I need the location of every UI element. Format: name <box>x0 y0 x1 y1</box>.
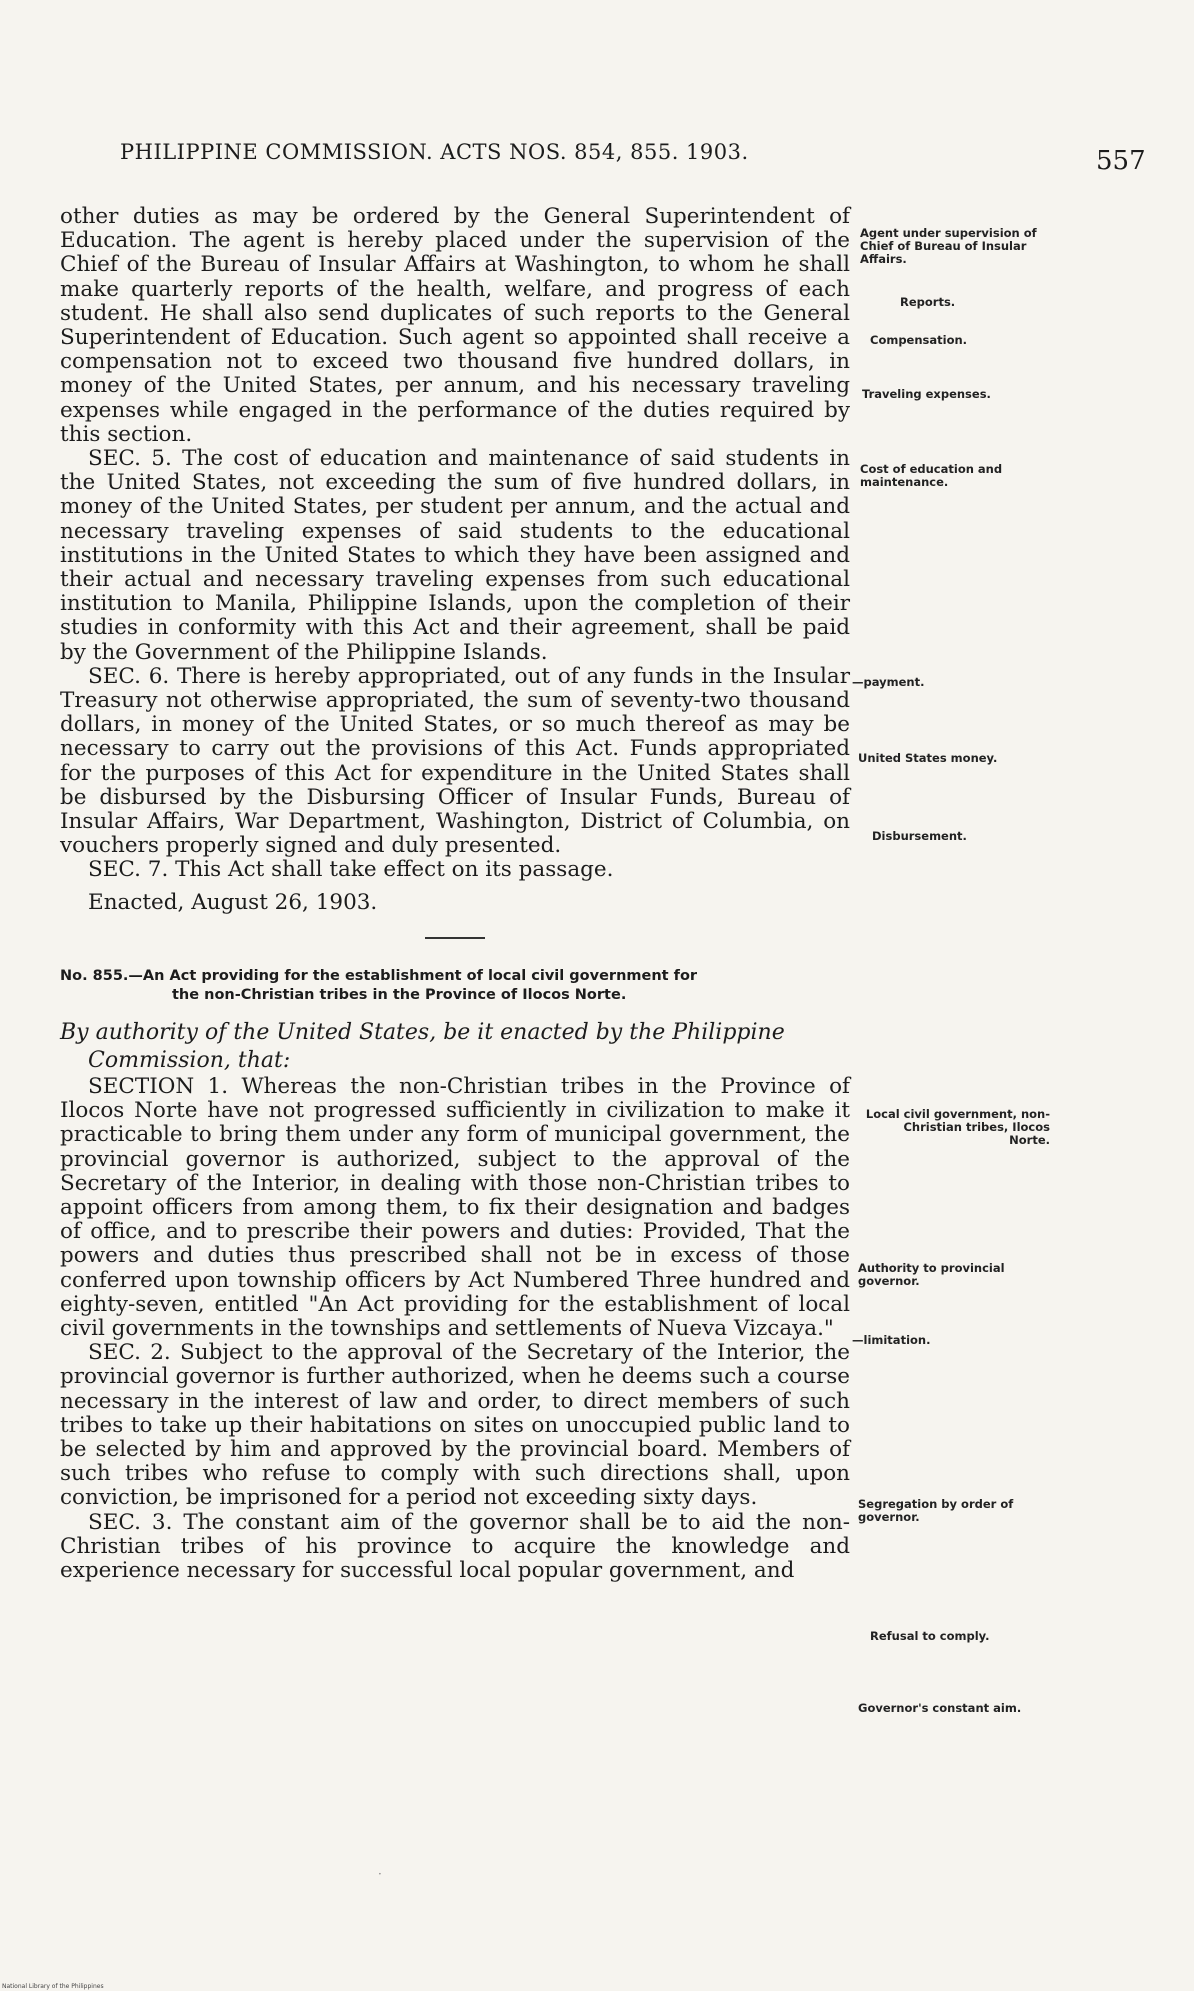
paragraph-sec3: SEC. 3. The constant aim of the governor shall be to aid the non-Christian tribes of his province to acquire the knowledge and experience necessary for successful local popular government, and <box>60 1509 850 1583</box>
running-head: PHILIPPINE COMMISSION. ACTS NOS. 854, 855. 1903. <box>120 140 749 164</box>
page-number: 557 <box>1096 146 1146 176</box>
margin-note-disbursement: Disbursement. <box>872 829 967 843</box>
enact-line-1: By authority of the United States, be it enacted by the Philippine <box>60 1019 785 1045</box>
margin-note-authority: Authority to provincial governor. <box>858 1261 1005 1288</box>
paragraph-sec7: SEC. 7. This Act shall take effect on its passage. <box>88 857 614 883</box>
margin-note-governor-aim: Governor's constant aim. <box>858 1701 1022 1715</box>
margin-note-segregation: Segregation by order of governor. <box>858 1497 1014 1524</box>
enacted-date: Enacted, August 26, 1903. <box>88 889 378 915</box>
margin-note-payment: —payment. <box>852 675 925 689</box>
act-title-line-1: No. 855.—An Act providing for the establishment of local civil government for <box>60 967 698 984</box>
act-855-title <box>60 967 850 1005</box>
paragraph-section1: SECTION 1. Whereas the non-Christian tribes in the Province of Ilocos Norte have not progressed sufficiently in civilization to make it practicable to bring them under any form of municipal government, the provincial governor is authorized, subject to the approval of the Secretary of the Interior, in dealing with those non-Christian tribes to appoint officers from among them, to fix their designation and badges of office, and to prescribe their powers and duties: Provided, That the powers and duties thus prescribed shall not be in excess of those conferred upon township officers by Act Numbered Three hundred and eighty-seven, entitled "An Act providing for the establishment of local civil governments in the townships and settlements of Nueva Vizcaya." <box>60 1073 850 1341</box>
paragraph-sec4-continued: other duties as may be ordered by the General Superintendent of Education. The agent is hereby placed under the supervision of the Chief of the Bureau of Insular Affairs at Washington, to whom he shall make quarterly reports of the health, welfare, and progress of each student. He shall also send duplicates of such reports to the General Superintendent of Education. Such agent so appointed shall receive a compensation not to exceed two thousand five hundred dollars, in money of the United States, per annum, and his necessary traveling expenses while engaged in the performance of the duties required by this section. <box>60 204 850 447</box>
margin-note-local-govt: Local civil government, non-Christian tribes, Ilocos Norte. <box>865 1107 1050 1147</box>
margin-note-us-money: United States money. <box>858 751 998 765</box>
margin-note-limitation: —limitation. <box>852 1333 931 1347</box>
paragraph-sec6: SEC. 6. There is hereby appropriated, out of any funds in the Insular Treasury not otherwise appropriated, the sum of seventy-two thousand dollars, in money of the United States, or so much thereof as may be necessary to carry out the provisions of this Act. Funds appropriated for the purposes of this Act for expenditure in the United States shall be disbursed by the Disbursing Officer of Insular Funds, Bureau of Insular Affairs, War Department, Washington, District of Columbia, on vouchers properly signed and duly presented. <box>60 663 850 859</box>
page-speck: · <box>378 1867 382 1881</box>
section-divider <box>425 937 485 939</box>
margin-note-compensation: Compensation. <box>870 333 968 347</box>
margin-note-agent: Agent under supervision of Chief of Bureau of Insular Affairs. <box>860 226 1037 266</box>
act-title-line-2: the non-Christian tribes in the Province of Ilocos Norte. <box>172 986 627 1003</box>
enact-line-2: Commission, that: <box>88 1047 291 1073</box>
margin-note-refusal: Refusal to comply. <box>870 1629 990 1643</box>
paragraph-sec5: SEC. 5. The cost of education and maintenance of said students in the United States, not exceeding the sum of five hundred dollars, in money of the United States, per student per annum, and the actual and necessary traveling expenses of said students to the educational institutions in the United States to which they have been assigned and their actual and necessary traveling expenses from such educational institution to Manila, Philippine Islands, upon the completion of their studies in conformity with this Act and their agreement, shall be paid by the Government of the Philippine Islands. <box>60 446 850 665</box>
main-text <box>60 205 850 1583</box>
paragraph-sec2: SEC. 2. Subject to the approval of the Secretary of the Interior, the provincial governor is further authorized, when he deems such a course necessary in the interest of law and order, to direct members of such tribes to take up their habitations on sites on unoccupied public land to be selected by him and approved by the provincial board. Members of such tribes who refuse to comply with such directions shall, upon conviction, be imprisoned for a period not exceeding sixty days. <box>60 1340 850 1511</box>
margin-note-cost: Cost of education and maintenance. <box>860 462 1003 489</box>
footer-credit: National Library of the Philippines <box>2 1983 104 1990</box>
margin-note-reports: Reports. <box>900 295 956 309</box>
enacting-clause <box>60 1019 850 1075</box>
margin-note-traveling: Traveling expenses. <box>862 387 991 401</box>
